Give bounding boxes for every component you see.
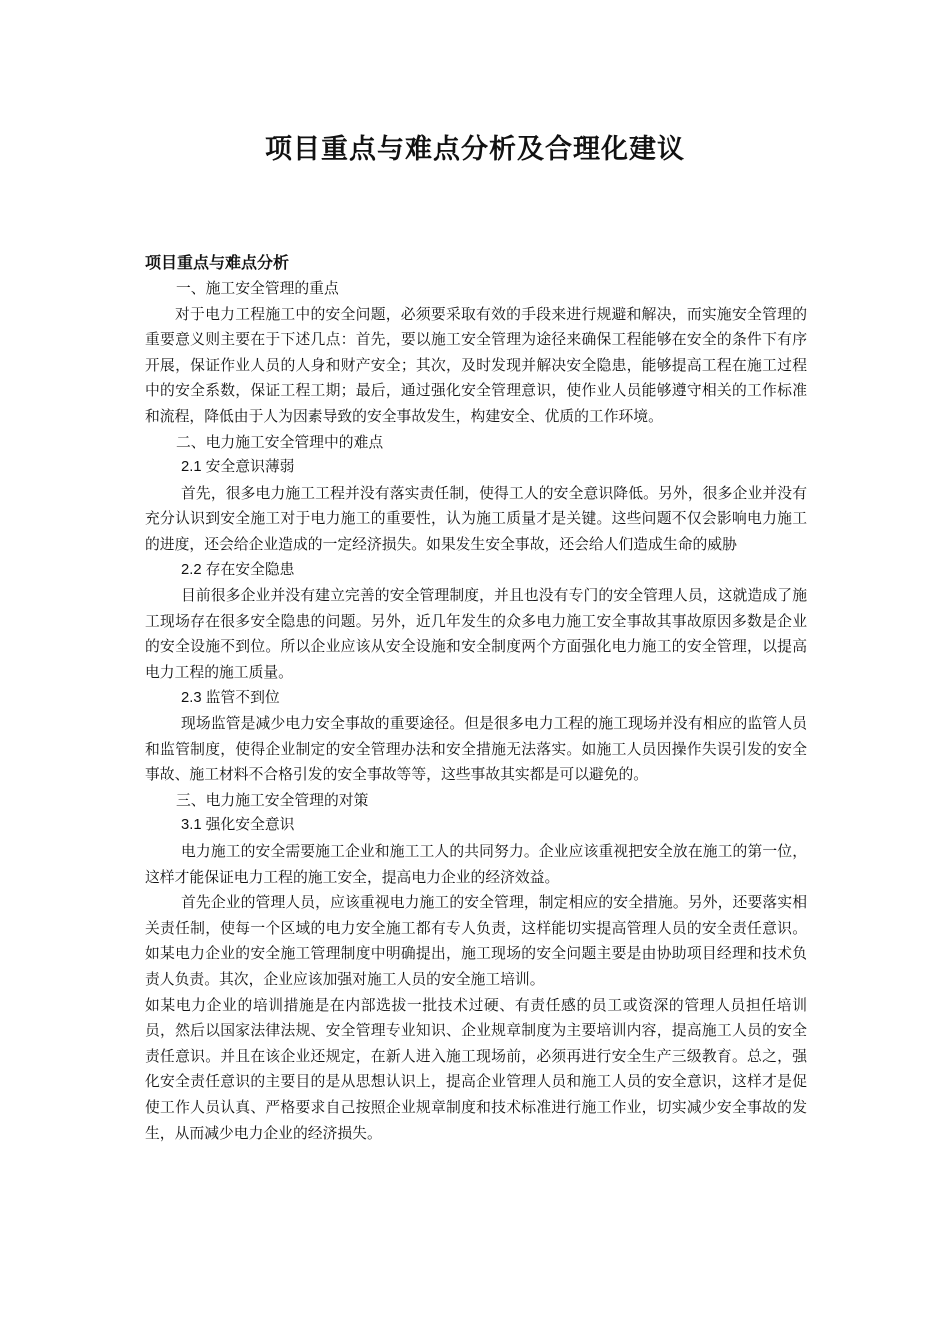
heading-level2: 2.2 存在安全隐患 [181, 561, 295, 578]
paragraph: 现场监管是减少电力安全事故的重要途径。但是很多电力工程的施工现场并没有相应的监管人员和监管制度，使得企业制定的安全管理办法和安全措施无法落实。如施工人员因操作失误引发的安全事故、施工材料不合格引发的安全事故等等，这些事故其实都是可以避免的。 [145, 715, 807, 784]
section-heading: 项目重点与难点分析 [145, 253, 290, 272]
paragraph: 首先企业的管理人员，应该重视电力施工的安全管理，制定相应的安全措施。另外，还要落实相关责任制，使每一个区域的电力安全施工都有专人负责，这样能切实提高管理人员的安全责任意识。如某电力企业的安全施工管理制度中明确提出，施工现场的安全问题主要是由协助项目经理和技术负责人负责。其次，企业应该加强对施工人员的安全施工培训。 [145, 894, 807, 989]
heading-level1: 一、施工安全管理的重点 [176, 280, 339, 297]
heading-level2: 3.1 强化安全意识 [181, 817, 295, 834]
paragraph: 首先，很多电力施工工程并没有落实责任制，使得工人的安全意识降低。另外，很多企业并没有充分认识到安全施工对于电力施工的重要性，认为施工质量才是关键。这些问题不仅会影响电力施工的进度，还会给企业造成的一定经济损失。如果发生安全事故，还会给人们造成生命的威胁 [145, 484, 807, 553]
heading-level1: 三、电力施工安全管理的对策 [176, 791, 369, 809]
paragraph: 电力施工的安全需要施工企业和施工工人的共同努力。企业应该重视把安全放在施工的第一位，这样才能保证电力工程的施工安全，提高电力企业的经济效益。 [145, 843, 807, 886]
heading-level2: 2.3 监管不到位 [181, 689, 280, 706]
paragraph: 目前很多企业并没有建立完善的安全管理制度，并且也没有专门的安全管理人员，这就造成了施工现场存在很多安全隐患的问题。另外，近几年发生的众多电力施工安全事故其事故原因多数是企业的安全设施不到位。所以企业应该从安全设施和安全制度两个方面强化电力施工的安全管理，以提高电力工程的施工质量。 [145, 587, 807, 681]
document-title: 项目重点与难点分析及合理化建议 [265, 134, 685, 165]
paragraph: 如某电力企业的培训措施是在内部选拔一批技术过硬、有责任感的员工或资深的管理人员担任培训员，然后以国家法律法规、安全管理专业知识、企业规章制度为主要培训内容，提高施工人员的安全责任意识。并且在该企业还规定，在新人进入施工现场前，必须再进行安全生产三级教育。总之，强化安全责任意识的主要目的是从思想认识上，提高企业管理人员和施工人员的安全意识，这样才是促使工作人员认真、严格要求自己按照企业规章制度和技术标准进行施工作业，切实减少安全事故的发生，从而减少电力企业的经济损失。 [145, 996, 807, 1142]
paragraph: 对于电力工程施工中的安全问题，必须要采取有效的手段来进行规避和解决，而实施安全管理的重要意义则主要在于下述几点：首先，要以施工安全管理为途径来确保工程能够在安全的条件下有序开展，保证作业人员的人身和财产安全；其次，及时发现并解决安全隐患，能够提高工程在施工过程中的安全系数，保证工程工期；最后，通过强化安全管理意识，使作业人员能够遵守相关的工作标准和流程，降低由于人为因素导致的安全事故发生，构建安全、优质的工作环境。 [145, 305, 807, 425]
heading-level1: 二、电力施工安全管理中的难点 [176, 433, 384, 451]
document-body [145, 250, 807, 1146]
heading-level2: 2.1 安全意识薄弱 [181, 459, 295, 476]
